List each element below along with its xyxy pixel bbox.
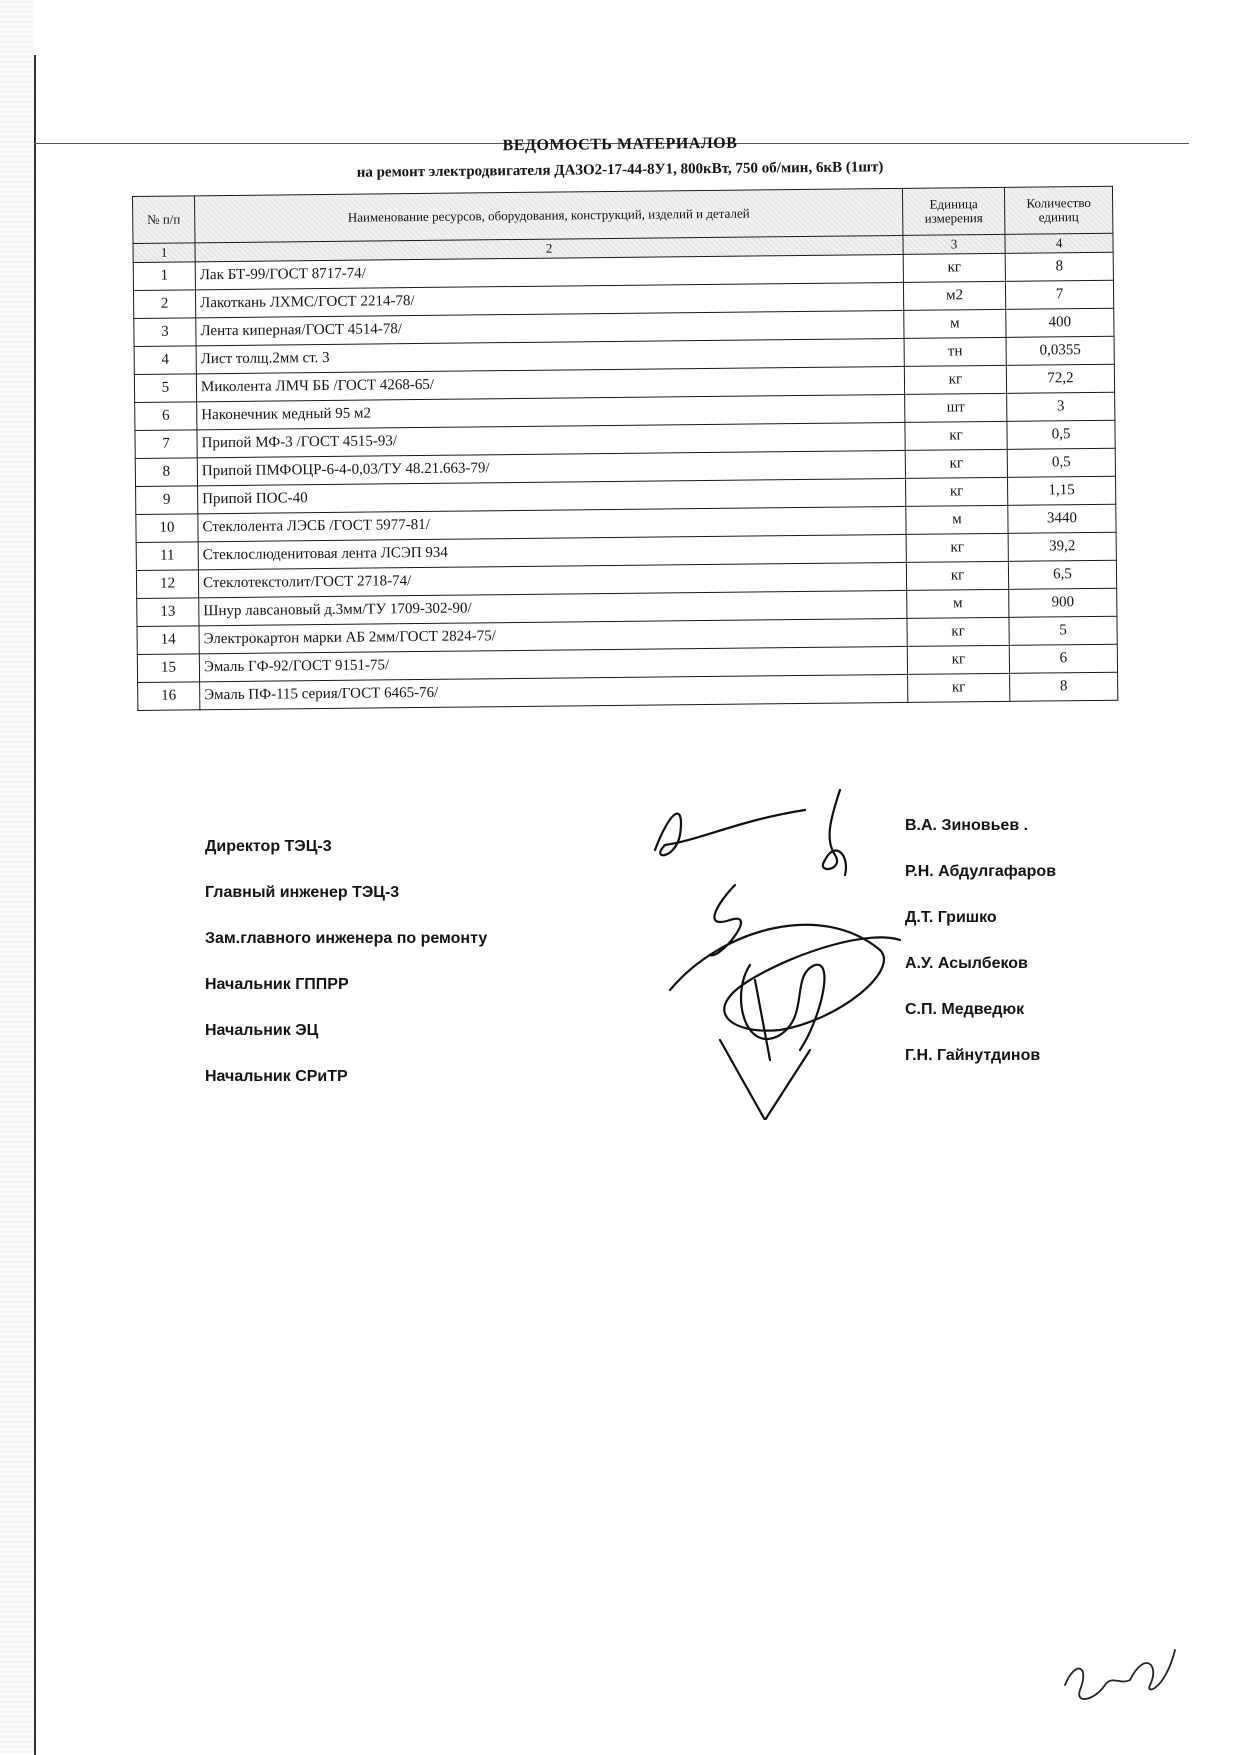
row-unit: кг [905, 449, 1007, 478]
name-director: В.А. Зиновьев . [905, 817, 1029, 834]
row-unit: тн [904, 337, 1006, 366]
row-num: 4 [134, 346, 196, 375]
row-num: 8 [135, 458, 197, 487]
name-head-sritr: Г.Н. Гайнутдинов [905, 1047, 1041, 1064]
row-qty: 8 [1005, 252, 1113, 281]
row-num: 6 [135, 402, 197, 431]
row-num: 12 [136, 570, 198, 599]
row-num: 7 [135, 430, 197, 459]
row-unit: м [906, 505, 1008, 534]
row-qty: 400 [1006, 308, 1114, 337]
row-qty: 3440 [1008, 504, 1116, 533]
header-qty: Количество единиц [1004, 186, 1112, 234]
row-unit: кг [906, 533, 1008, 562]
row-unit: кг [905, 477, 1007, 506]
row-name: Шнур лавсановый д.3мм/ТУ 1709-302-90/ [199, 590, 907, 625]
row-qty: 5 [1009, 616, 1117, 645]
name-head-gpprr: А.У. Асылбеков [905, 955, 1028, 972]
row-qty: 8 [1010, 672, 1118, 701]
name-chief-engineer: Р.Н. Абдулгафаров [905, 863, 1057, 880]
name-deputy-chief-engineer: Д.Т. Гришко [905, 909, 997, 926]
handwritten-signatures [640, 780, 940, 1120]
column-number: 4 [1005, 233, 1113, 253]
row-unit: кг [907, 645, 1009, 674]
materials-table-container [132, 186, 1117, 711]
row-num: 10 [136, 514, 198, 543]
row-name: Припой ПОС-40 [198, 478, 906, 513]
row-unit: кг [905, 421, 1007, 450]
row-name: Лист толщ.2мм ст. 3 [196, 338, 904, 373]
column-number: 2 [195, 235, 903, 261]
header-num: № п/п [133, 196, 195, 244]
row-num: 16 [138, 682, 200, 711]
signature-director [655, 810, 805, 855]
row-name: Эмаль ГФ-92/ГОСТ 9151-75/ [199, 646, 907, 681]
column-number: 3 [903, 234, 1005, 254]
row-name: Лента киперная/ГОСТ 4514-78/ [196, 310, 904, 345]
row-name: Эмаль ПФ-115 серия/ГОСТ 6465-76/ [200, 674, 908, 709]
header-name: Наименование ресурсов, оборудования, конструкций, изделий и деталей [195, 188, 903, 242]
name-head-ec: С.П. Медведюк [905, 1001, 1025, 1018]
row-num: 2 [133, 290, 195, 319]
row-name: Миколента ЛМЧ ББ /ГОСТ 4268-65/ [196, 366, 904, 401]
row-name: Припой МФ-3 /ГОСТ 4515-93/ [197, 422, 905, 457]
row-num: 11 [136, 542, 198, 571]
row-unit: шт [905, 393, 1007, 422]
row-name: Стеклотекстолит/ГОСТ 2718-74/ [198, 562, 906, 597]
row-qty: 72,2 [1006, 364, 1114, 393]
row-num: 14 [137, 626, 199, 655]
row-name: Стеклолента ЛЭСБ /ГОСТ 5977-81/ [198, 506, 906, 541]
row-unit: кг [906, 561, 1008, 590]
row-qty: 0,5 [1007, 420, 1115, 449]
position-chief-engineer: Главный инженер ТЭЦ-3 [205, 884, 400, 901]
header-unit: Единица измерения [902, 187, 1004, 235]
row-name: Припой ПМФОЦР-6-4-0,03/ТУ 48.21.663-79/ [197, 450, 905, 485]
left-border-line [34, 55, 36, 1755]
row-qty: 900 [1009, 588, 1117, 617]
row-qty: 0,5 [1007, 448, 1115, 477]
row-qty: 39,2 [1008, 532, 1116, 561]
row-num: 5 [134, 374, 196, 403]
signature-chief-engineer [823, 790, 846, 875]
row-unit: кг [907, 617, 1009, 646]
row-qty: 0,0355 [1006, 336, 1114, 365]
row-num: 9 [136, 486, 198, 515]
document-subtitle: на ремонт электродвигателя ДАЗО2-17-44-8У1, 800кВт, 750 об/мин, 6кВ (1шт) [356, 159, 884, 181]
row-name: Лак БТ-99/ГОСТ 8717-74/ [195, 254, 903, 289]
row-unit: м [904, 309, 1006, 338]
row-unit: кг [903, 253, 1005, 282]
signature-head-sritr [720, 1040, 810, 1120]
table-body [133, 233, 1118, 710]
position-head-gpprr: Начальник ГППРР [205, 976, 349, 993]
position-head-sritr: Начальник СРиТР [205, 1068, 348, 1085]
row-num: 15 [137, 654, 199, 683]
row-unit: м2 [903, 281, 1005, 310]
column-number: 1 [133, 243, 195, 263]
scan-edge-noise [0, 0, 34, 1754]
row-unit: м [907, 589, 1009, 618]
position-director: Директор ТЭЦ-3 [205, 838, 332, 855]
row-name: Стеклослюденитовая лента ЛСЭП 934 [198, 534, 906, 569]
row-num: 13 [137, 598, 199, 627]
row-unit: кг [904, 365, 1006, 394]
position-deputy-chief-engineer: Зам.главного инженера по ремонту [205, 930, 488, 947]
row-qty: 6 [1009, 644, 1117, 673]
signature-head-gpprr [670, 925, 900, 1031]
row-unit: кг [908, 673, 1010, 702]
row-qty: 3 [1007, 392, 1115, 421]
row-name: Лакоткань ЛХМС/ГОСТ 2214-78/ [195, 282, 903, 317]
row-qty: 6,5 [1008, 560, 1116, 589]
row-name: Электрокартон марки АБ 2мм/ГОСТ 2824-75/ [199, 618, 907, 653]
row-qty: 1,15 [1007, 476, 1115, 505]
row-qty: 7 [1005, 280, 1113, 309]
row-num: 3 [134, 318, 196, 347]
row-name: Наконечник медный 95 м2 [197, 394, 905, 429]
approval-positions [205, 838, 487, 1114]
materials-table [132, 186, 1118, 711]
row-num: 1 [133, 262, 195, 291]
position-head-ec: Начальник ЭЦ [205, 1022, 319, 1039]
document-title: ВЕДОМОСТЬ МАТЕРИАЛОВ [502, 134, 738, 155]
corner-signature [1050, 1630, 1190, 1720]
